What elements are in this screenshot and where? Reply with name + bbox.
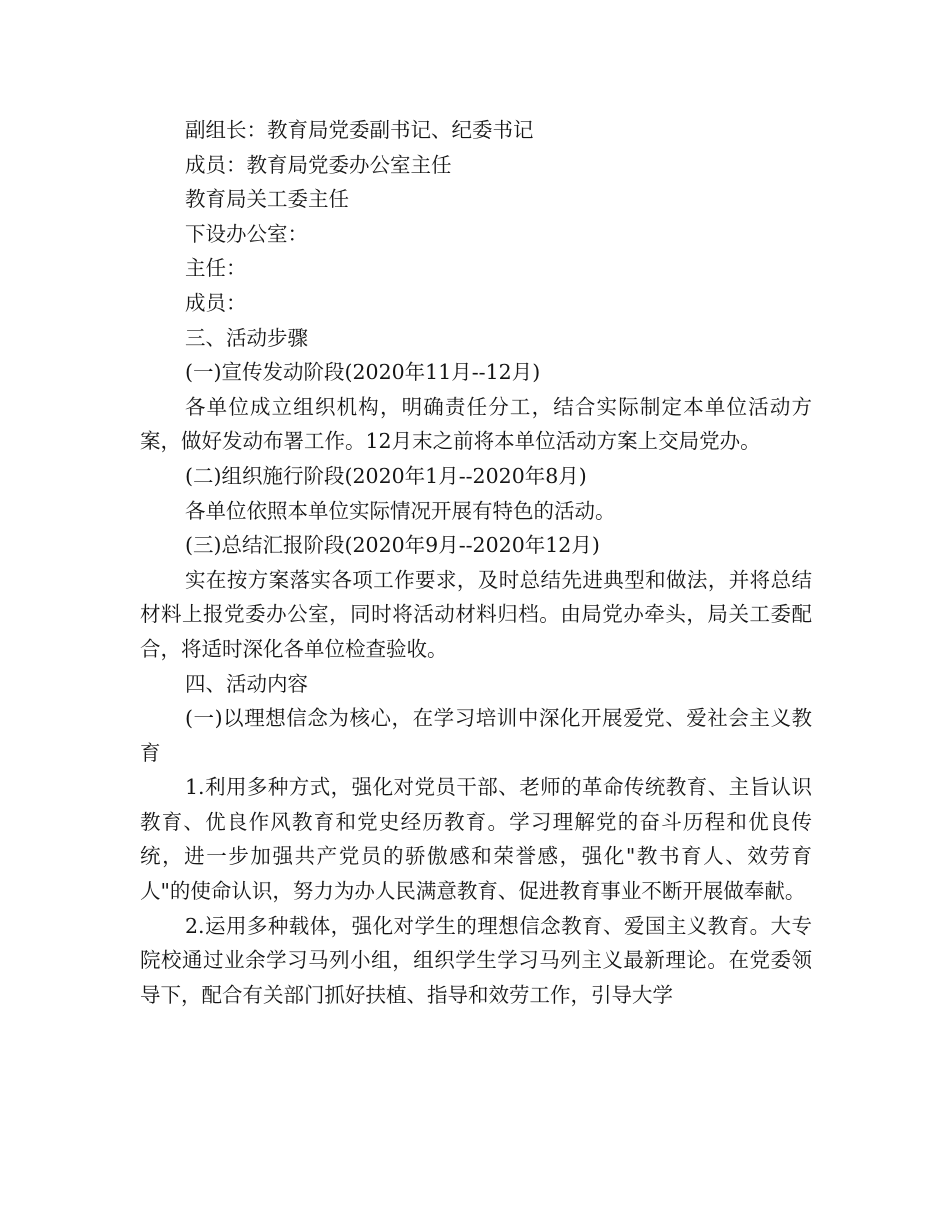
- subheading-ideals-core: (一)以理想信念为核心，在学习培训中深化开展爱党、爱社会主义教育: [140, 706, 812, 765]
- section-heading-activity-steps: 三、活动步骤: [185, 325, 308, 350]
- paragraph-office-members: 成员：: [185, 290, 247, 315]
- paragraph-item-2: 2.运用多种载体，强化对学生的理想信念教育、爱国主义教育。大专院校通过业余学习马列小组，组织学生学习马列主义最新理论。在党委领导下，配合有关部门抓好扶植、指导和效劳工作，引导大学: [140, 913, 812, 1007]
- paragraph-publicity-stage: 各单位成立组织机构，明确责任分工，结合实际制定本单位活动方案，做好发动布署工作。12月末之前将本单位活动方案上交局党办。: [140, 394, 812, 454]
- subheading-publicity-stage: (一)宣传发动阶段(2020年11月--12月): [185, 360, 541, 385]
- paragraph-implementation-stage: 各单位依照本单位实际情况开展有特色的活动。: [185, 498, 616, 523]
- paragraph-item-1: 1.利用多种方式，强化对党员干部、老师的革命传统教育、主旨认识教育、优良作风教育和党史经历教育。学习理解党的奋斗历程和优良传统，进一步加强共产党员的骄傲感和荣誉感，强化"教书育人、效劳育人"的使命认识，努力为办人民满意教育、促进教育事业不断开展做奉献。: [140, 775, 812, 904]
- document-body: [140, 113, 812, 1012]
- paragraph-office-setup: 下设办公室：: [185, 221, 308, 246]
- paragraph-summary-stage: 实在按方案落实各项工作要求，及时总结先进典型和做法，并将总结材料上报党委办公室，同时将活动材料归档。由局党办牵头，局关工委配合，将适时深化各单位检查验收。: [140, 567, 812, 661]
- paragraph-office-director: 主任：: [185, 256, 247, 281]
- subheading-implementation-stage: (二)组织施行阶段(2020年1月--2020年8月): [185, 463, 587, 488]
- subheading-summary-stage: (三)总结汇报阶段(2020年9月--2020年12月): [185, 533, 600, 558]
- paragraph-members: 成员：教育局党委办公室主任: [185, 152, 452, 177]
- paragraph-guangong-director: 教育局关工委主任: [185, 187, 349, 212]
- paragraph-deputy-leader: 副组长：教育局党委副书记、纪委书记: [185, 118, 534, 142]
- section-heading-activity-content: 四、活动内容: [185, 671, 308, 696]
